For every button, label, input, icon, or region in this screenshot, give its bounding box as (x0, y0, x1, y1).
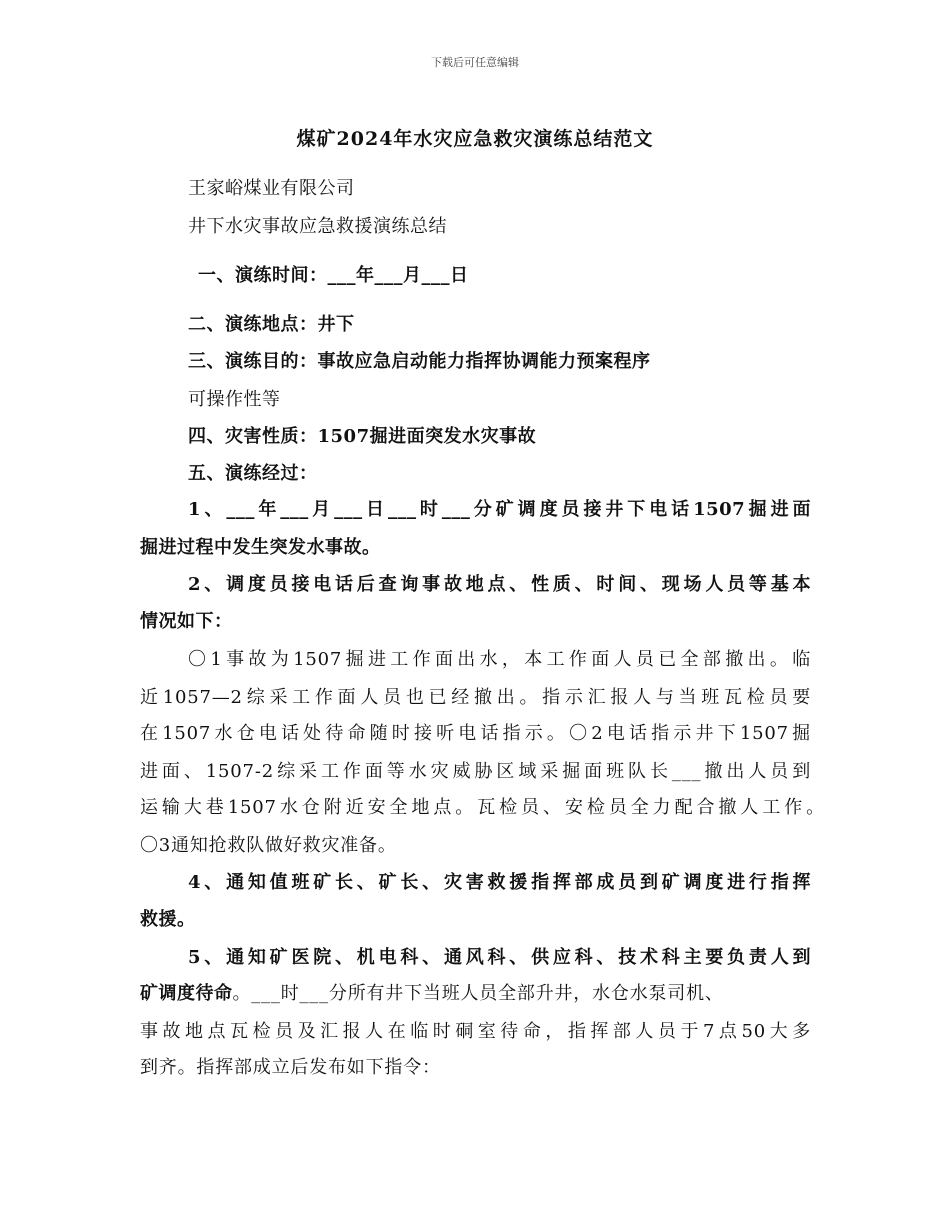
paragraph-3-line-4: 进面、1507-2综采工作面等水灾威胁区域采掘面班队长___撤出人员到 (140, 761, 811, 782)
paragraph-5-normal-part: 。___时___分所有井下当班人员全部升井，水仓水泵司机、 (232, 983, 724, 1004)
paragraph-5-line-2 (140, 979, 825, 1005)
drill-purpose: 三、演练目的：事故应急启动能力指挥协调能力预案程序 (188, 351, 651, 372)
subtitle: 井下水灾事故应急救援演练总结 (188, 216, 447, 237)
paragraph-5-line-4: 到齐。指挥部成立后发布如下指令： (140, 1057, 441, 1078)
paragraph-3-line-6: 〇3通知抢救队做好救灾准备。 (140, 835, 397, 856)
disaster-nature: 四、灾害性质：1507掘进面突发水灾事故 (188, 426, 537, 447)
drill-time: 一、演练时间：___年___月___日 (198, 265, 469, 286)
paragraph-3-line-5: 运输大巷1507水仓附近安全地点。瓦检员、安检员全力配合撤人工作。 (140, 797, 825, 818)
drill-purpose-continued: 可操作性等 (188, 389, 281, 410)
paragraph-1-line-1: 1、___年___月___日___时___分矿调度员接井下电话1507掘进面 (188, 499, 811, 520)
document-title: 煤矿2024年水灾应急救灾演练总结范文 (296, 128, 654, 150)
drill-process-heading: 五、演练经过： (188, 463, 318, 484)
paragraph-2-line-1: 2、调度员接电话后查询事故地点、性质、时间、现场人员等基本 (188, 574, 811, 595)
paragraph-5-line-1: 5、通知矿医院、机电科、通风科、供应科、技术科主要负责人到 (188, 947, 811, 968)
paragraph-3-line-1: 〇1事故为1507掘进工作面出水，本工作面人员已全部撤出。临 (188, 649, 811, 670)
paragraph-5-bold-part: 矿调度待命 (140, 983, 233, 1004)
paragraph-4-line-1: 4、通知值班矿长、矿长、灾害救援指挥部成员到矿调度进行指挥 (188, 872, 811, 893)
paragraph-1-line-2: 掘进过程中发生突发水事故。 (140, 537, 381, 558)
paragraph-3-line-2: 近1057—2综采工作面人员也已经撤出。指示汇报人与当班瓦检员要 (140, 687, 811, 708)
paragraph-4-line-2: 救援。 (140, 909, 196, 930)
paragraph-5-line-3: 事故地点瓦检员及汇报人在临时硐室待命，指挥部人员于7点50大多 (140, 1021, 811, 1042)
header-note: 下载后可任意编辑 (431, 56, 519, 69)
paragraph-2-line-2: 情况如下： (140, 611, 233, 632)
company-name: 王家峪煤业有限公司 (188, 178, 355, 199)
paragraph-3-line-3: 在1507水仓电话处待命随时接听电话指示。〇2电话指示井下1507掘 (140, 723, 811, 744)
drill-location: 二、演练地点：井下 (188, 314, 355, 335)
